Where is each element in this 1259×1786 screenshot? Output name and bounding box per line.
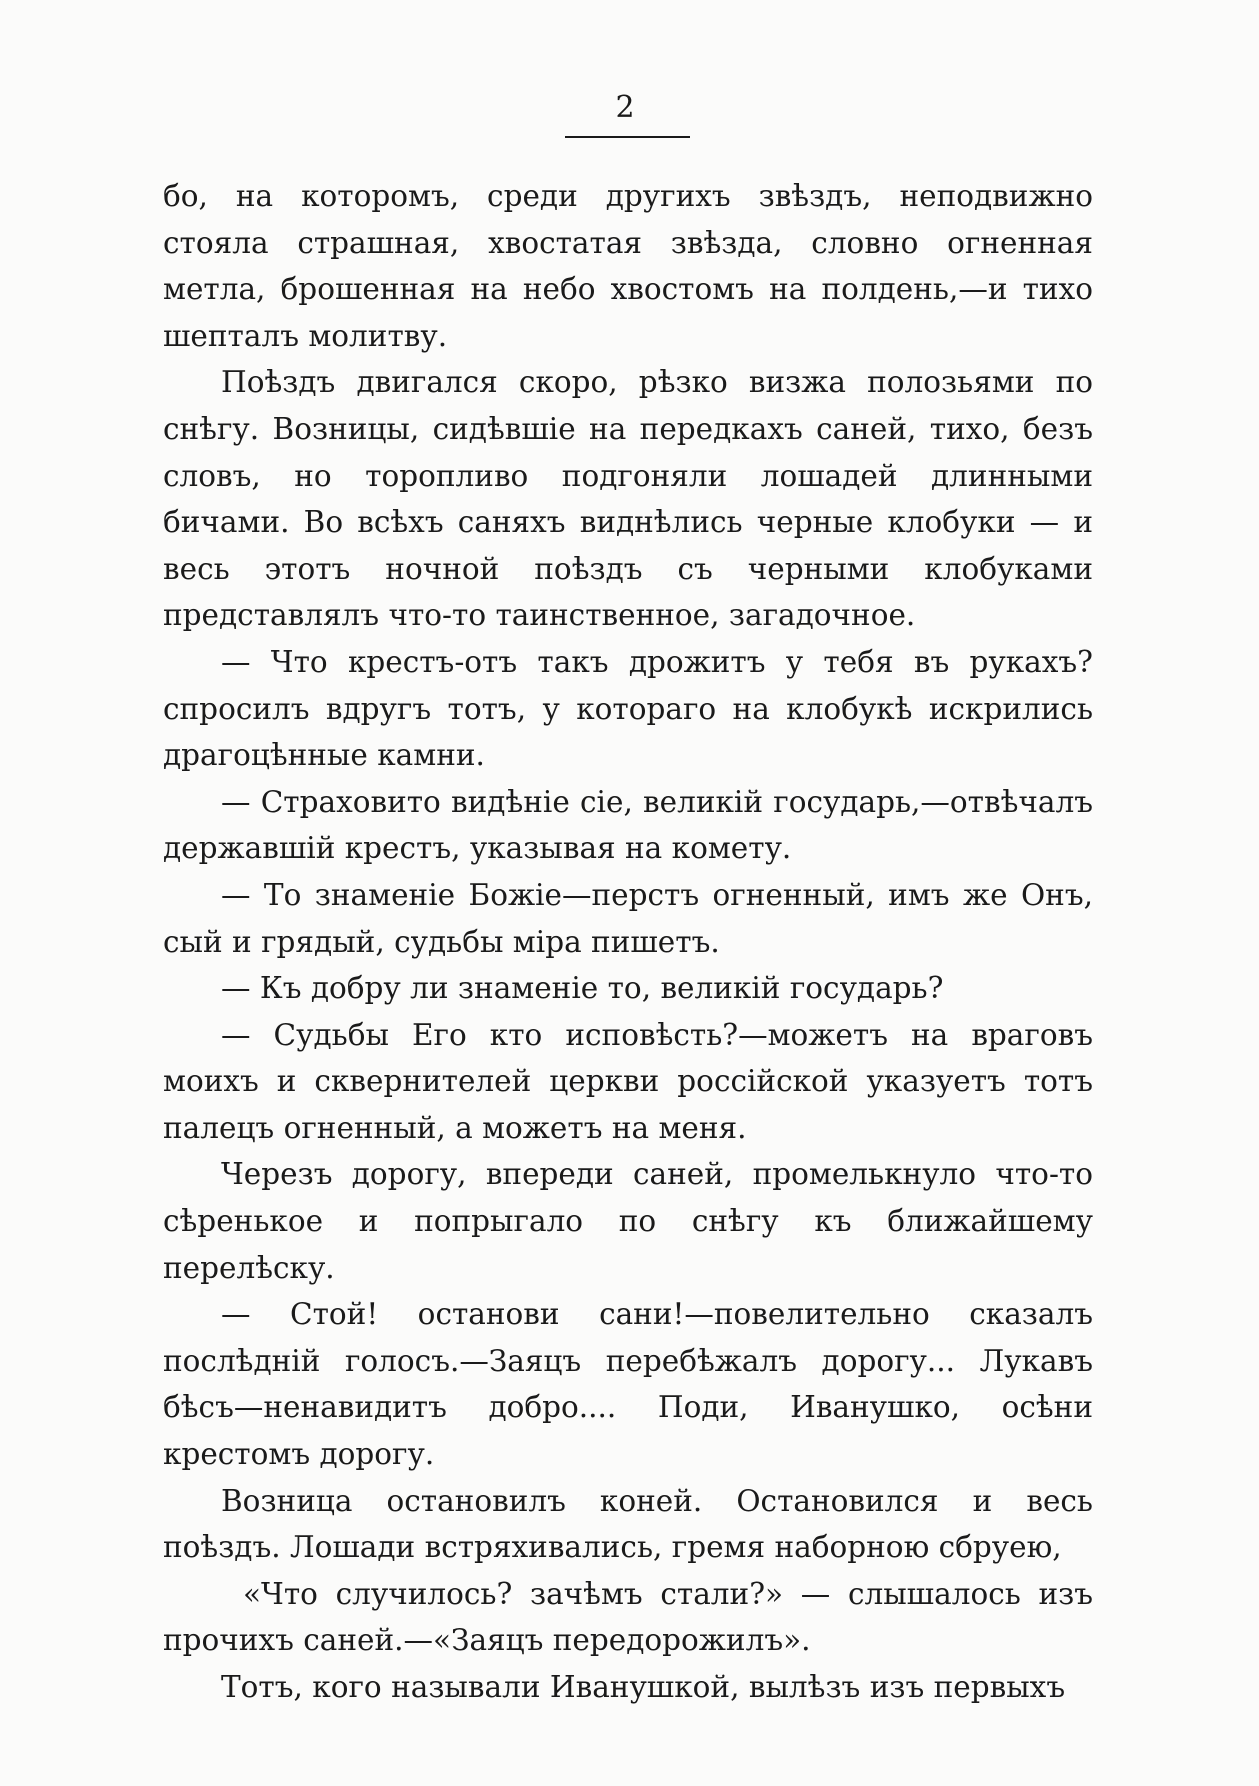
dialog-line: — То знаменіе Божіе—перстъ огненный, имъ же Онъ, сый и грядый, судьбы міра пишетъ. — [163, 877, 1093, 959]
dialog-line: — Къ добру ли знаменіе то, великій государь? — [221, 971, 944, 1006]
dialog-line: — Страховито видѣніе сіе, великій государь,—отвѣчалъ державшій крестъ, указывая на комету. — [163, 784, 1093, 866]
quoted-line: «Что случилось? зачѣмъ стали?» — слышалось изъ прочихъ саней.—«Заяцъ передорожилъ». — [163, 1576, 1093, 1658]
paragraph: Возница остановилъ коней. Остановился и весь поѣздъ. Лошади встряхивались, гремя наборною сбруею, — [163, 1483, 1093, 1565]
paragraph: Поѣздъ двигался скоро, рѣзко визжа полозьями по снѣгу. Возницы, сидѣвшіе на передкахъ саней, тихо, безъ словъ, но торопливо подгоняли лошадей длинными бичами. Во всѣхъ саняхъ виднѣлись черные клобуки — и весь этотъ ночной поѣздъ съ черными клобуками представлялъ что-то таинственное, загадочное. — [163, 365, 1093, 633]
dialog-line: — Что крестъ-отъ такъ дрожитъ у тебя въ рукахъ? спросилъ вдругъ тотъ, у котораго на клобукѣ искрились драгоцѣнные камни. — [163, 644, 1093, 773]
body-text — [163, 173, 1093, 1711]
paragraph: Тотъ, кого называли Иванушкой, вылѣзъ изъ первыхъ — [221, 1670, 1066, 1704]
dialog-line: — Судьбы Его кто исповѣсть?—можетъ на враговъ моихъ и сквернителей церкви россійской указуетъ тотъ палецъ огненный, а можетъ на меня. — [163, 1017, 1093, 1145]
paragraph: Черезъ дорогу, впереди саней, промелькнуло что-то сѣренькое и попрыгало по снѣгу къ ближайшему перелѣску. — [163, 1157, 1093, 1285]
paragraph: бо, на которомъ, среди другихъ звѣздъ, неподвижно стояла страшная, хвостатая звѣзда, словно огненная метла, брошенная на небо хвостомъ на полдень,—и тихо шепталъ молитву. — [163, 179, 1093, 353]
dialog-line: — Стой! останови сани!—повелительно сказалъ послѣдній голосъ.—Заяцъ перебѣжалъ дорогу... Лукавъ бѣсъ—ненавидитъ добро.... Поди, Иванушко, осѣни крестомъ дорогу. — [163, 1297, 1093, 1472]
page-number: 2 — [615, 90, 635, 125]
page-number-rule — [565, 136, 690, 138]
